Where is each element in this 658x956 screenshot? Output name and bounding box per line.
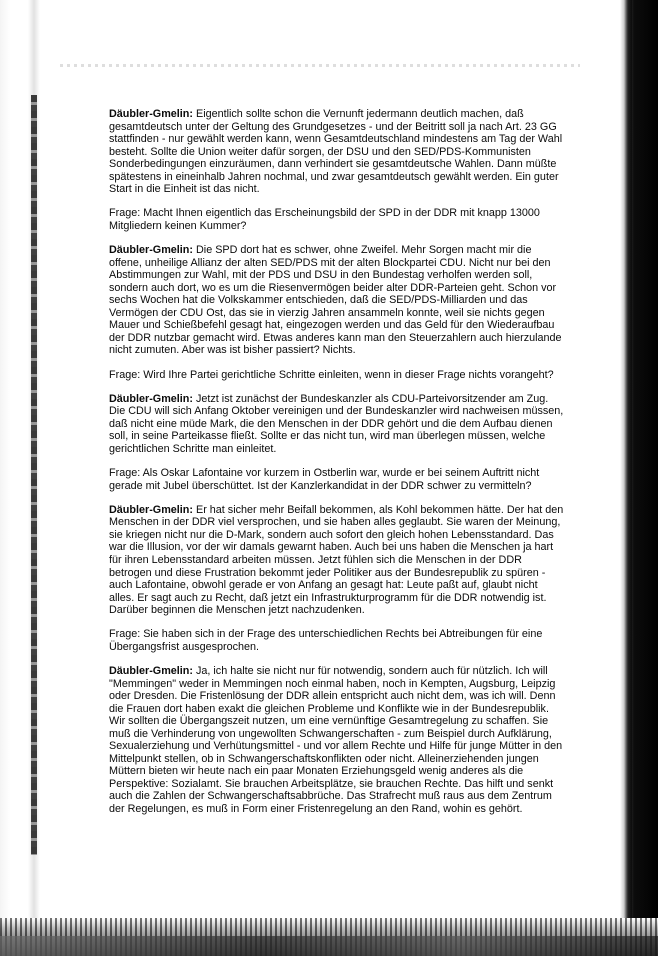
paragraph-text: Frage: Macht Ihnen eigentlich das Erscheinungsbild der SPD in der DDR mit knapp 13000 Mitgliedern keinen Kummer? [109, 207, 540, 232]
paragraph-text: Die SPD dort hat es schwer, ohne Zweifel. Mehr Sorgen macht mir die offene, unheilige Allianz der alten SED/PDS mit der alten Blockpartei CDU. Nicht nur bei den Abstimmungen zur Wahl, mit der PDS und DSU in den Bundestag verholfen werden soll, sondern auch dort, wo es um die Riesenvermögen beider alter DDR-Parteien geht. Schon vor sechs Wochen hat die Volkskammer entschieden, daß die SED/PDS-Milliarden und das Vermögen der CDU Ost, das sie in vierzig Jahren ansammeln konnte, weil sie nichts gegen Mauer und Schießbefehl gesagt hat, eingezogen werden und das Geld für den Wiederaufbau der DDR nutzbar gemacht wird. Etwas anderes kann man den Steuerzahlern auch hierzulande nicht zumuten. Aber was ist bisher passiert? Nichts. [109, 244, 562, 357]
paragraph-text: Ja, ich halte sie nicht nur für notwendig, sondern auch für nützlich. Ich will "Memmingen" weder in Memmingen noch einmal haben, noch in Kempten, Augsburg, Leipzig oder Dresden. Die Fristenlösung der DDR allein entspricht auch nicht dem, was ich will. Denn die Frauen dort haben exakt die gleichen Probleme und Konflikte wie in der Bundesrepublik. Wir sollten die Übergangszeit nutzen, um eine vernünftige Gesamtregelung zu schaffen. Sie muß die Verhinderung von ungewollten Schwangerschaften - zum Beispiel durch Aufklärung, Sexualerziehung und Verhütungsmittel - und vor allem Rechte und Hilfe für junge Mütter in den Mittelpunkt stellen, ob in Schwangerschaftskonflikten oder nicht. Alleinerziehenden jungen Müttern bieten wir heute nach ein paar Monaten Erziehungsgeld wenig anderes als die Perspektive: Sozialamt. Sie brauchen Arbeitsplätze, sie brauchen Rechte. Das hilft und senkt auch die Zahlen der Schwangerschaftsabbrüche. Das Strafrecht muß raus aus dem Zentrum der Regelungen, es muß in Form einer Fristenregelung an den Rand, wohin es gehört. [109, 664, 563, 815]
answer-paragraph-3 [109, 393, 565, 456]
scan-binding-shadow [31, 95, 37, 855]
paragraph-text: Eigentlich sollte schon die Vernunft jedermann deutlich machen, daß gesamtdeutsch unter der Geltung des Grundgesetzes - und der Beitritt soll ja nach Art. 23 GG stattfinden - nur gewählt werden kann, wenn Gesamtdeutschland mindestens am Tag der Wahl besteht. Sollte die Union weiter dafür sorgen, der DSU und den SED/PDS-Kommunisten Sonderbedingungen einzuräumen, dann verhindert sie gesamtdeutsche Wahlen. Dann müßte spätestens in eineinhalb Jahren nochmal, und zwar gesamtdeutsch gewählt werden. Ein guter Start in die Einheit ist das nicht. [109, 108, 563, 196]
answer-paragraph-4 [109, 504, 565, 617]
scan-top-noise [60, 64, 580, 67]
paragraph-text: Frage: Als Oskar Lafontaine vor kurzem in Ostberlin war, wurde er bei seinem Auftritt nicht gerade mit Jubel überschüttet. Ist der Kanzlerkandidat in der DDR schwer zu vermitteln? [109, 467, 540, 492]
question-paragraph-4 [109, 628, 565, 653]
question-paragraph-2 [109, 369, 565, 382]
scan-bottom-shadow [0, 936, 658, 956]
speaker-label: Däubler-Gmelin: [109, 664, 193, 677]
answer-paragraph-1 [109, 108, 565, 196]
question-paragraph-3 [109, 467, 565, 492]
paragraph-text: Jetzt ist zunächst der Bundeskanzler als CDU-Parteivorsitzender am Zug. Die CDU will sich Anfang Oktober vereinigen und der Bundeskanzler wird nachweisen müssen, daß nicht eine müde Mark, die den Menschen in der DDR gehört und die dem Aufbau dienen soll, in seine Parteikasse fließt. Sollte er das nicht tun, wird man überlegen müssen, welche gerichtlichen Schritte man einleitet. [109, 392, 564, 455]
paragraph-text: Frage: Sie haben sich in der Frage des unterschiedlichen Rechts bei Abtreibungen für eine Übergangsfrist ausgesprochen. [109, 628, 543, 653]
scan-left-margin [0, 0, 46, 956]
speaker-label: Däubler-Gmelin: [109, 244, 193, 257]
paragraph-text: Frage: Wird Ihre Partei gerichtliche Schritte einleiten, wenn in dieser Frage nichts vorangeht? [109, 368, 554, 381]
answer-paragraph-5 [109, 665, 565, 816]
speaker-label: Däubler-Gmelin: [109, 108, 193, 120]
speaker-label: Däubler-Gmelin: [109, 503, 193, 516]
interview-page [109, 108, 565, 827]
scan-right-shadow [620, 0, 632, 956]
question-paragraph-1 [109, 207, 565, 232]
paragraph-text: Er hat sicher mehr Beifall bekommen, als Kohl bekommen hätte. Der hat den Menschen in der DDR viel versprochen, und sie haben alles geglaubt. Sie waren der Meinung, sie kriegen nicht nur die D-Mark, sondern auch sofort den gleich hohen Lebensstandard. Das war die Illusion, vor der wir damals gewarnt haben. Auch bei uns haben die Menschen ja hart für ihren Lebensstandard arbeiten müssen. Jetzt fühlen sich die Menschen in der DDR betrogen und diese Frustration bekommt jeder Politiker aus der Bundesrepublik zu spüren - auch Lafontaine, obwohl gerade er von Anfang an gesagt hat: Leute paßt auf, glaubt nicht alles. Er sagt auch zu Recht, daß jetzt ein Infrastrukturprogramm für die DDR notwendig ist. Darüber beginnen die Menschen jetzt nachzudenken. [109, 503, 564, 617]
answer-paragraph-2 [109, 244, 565, 357]
speaker-label: Däubler-Gmelin: [109, 392, 193, 405]
